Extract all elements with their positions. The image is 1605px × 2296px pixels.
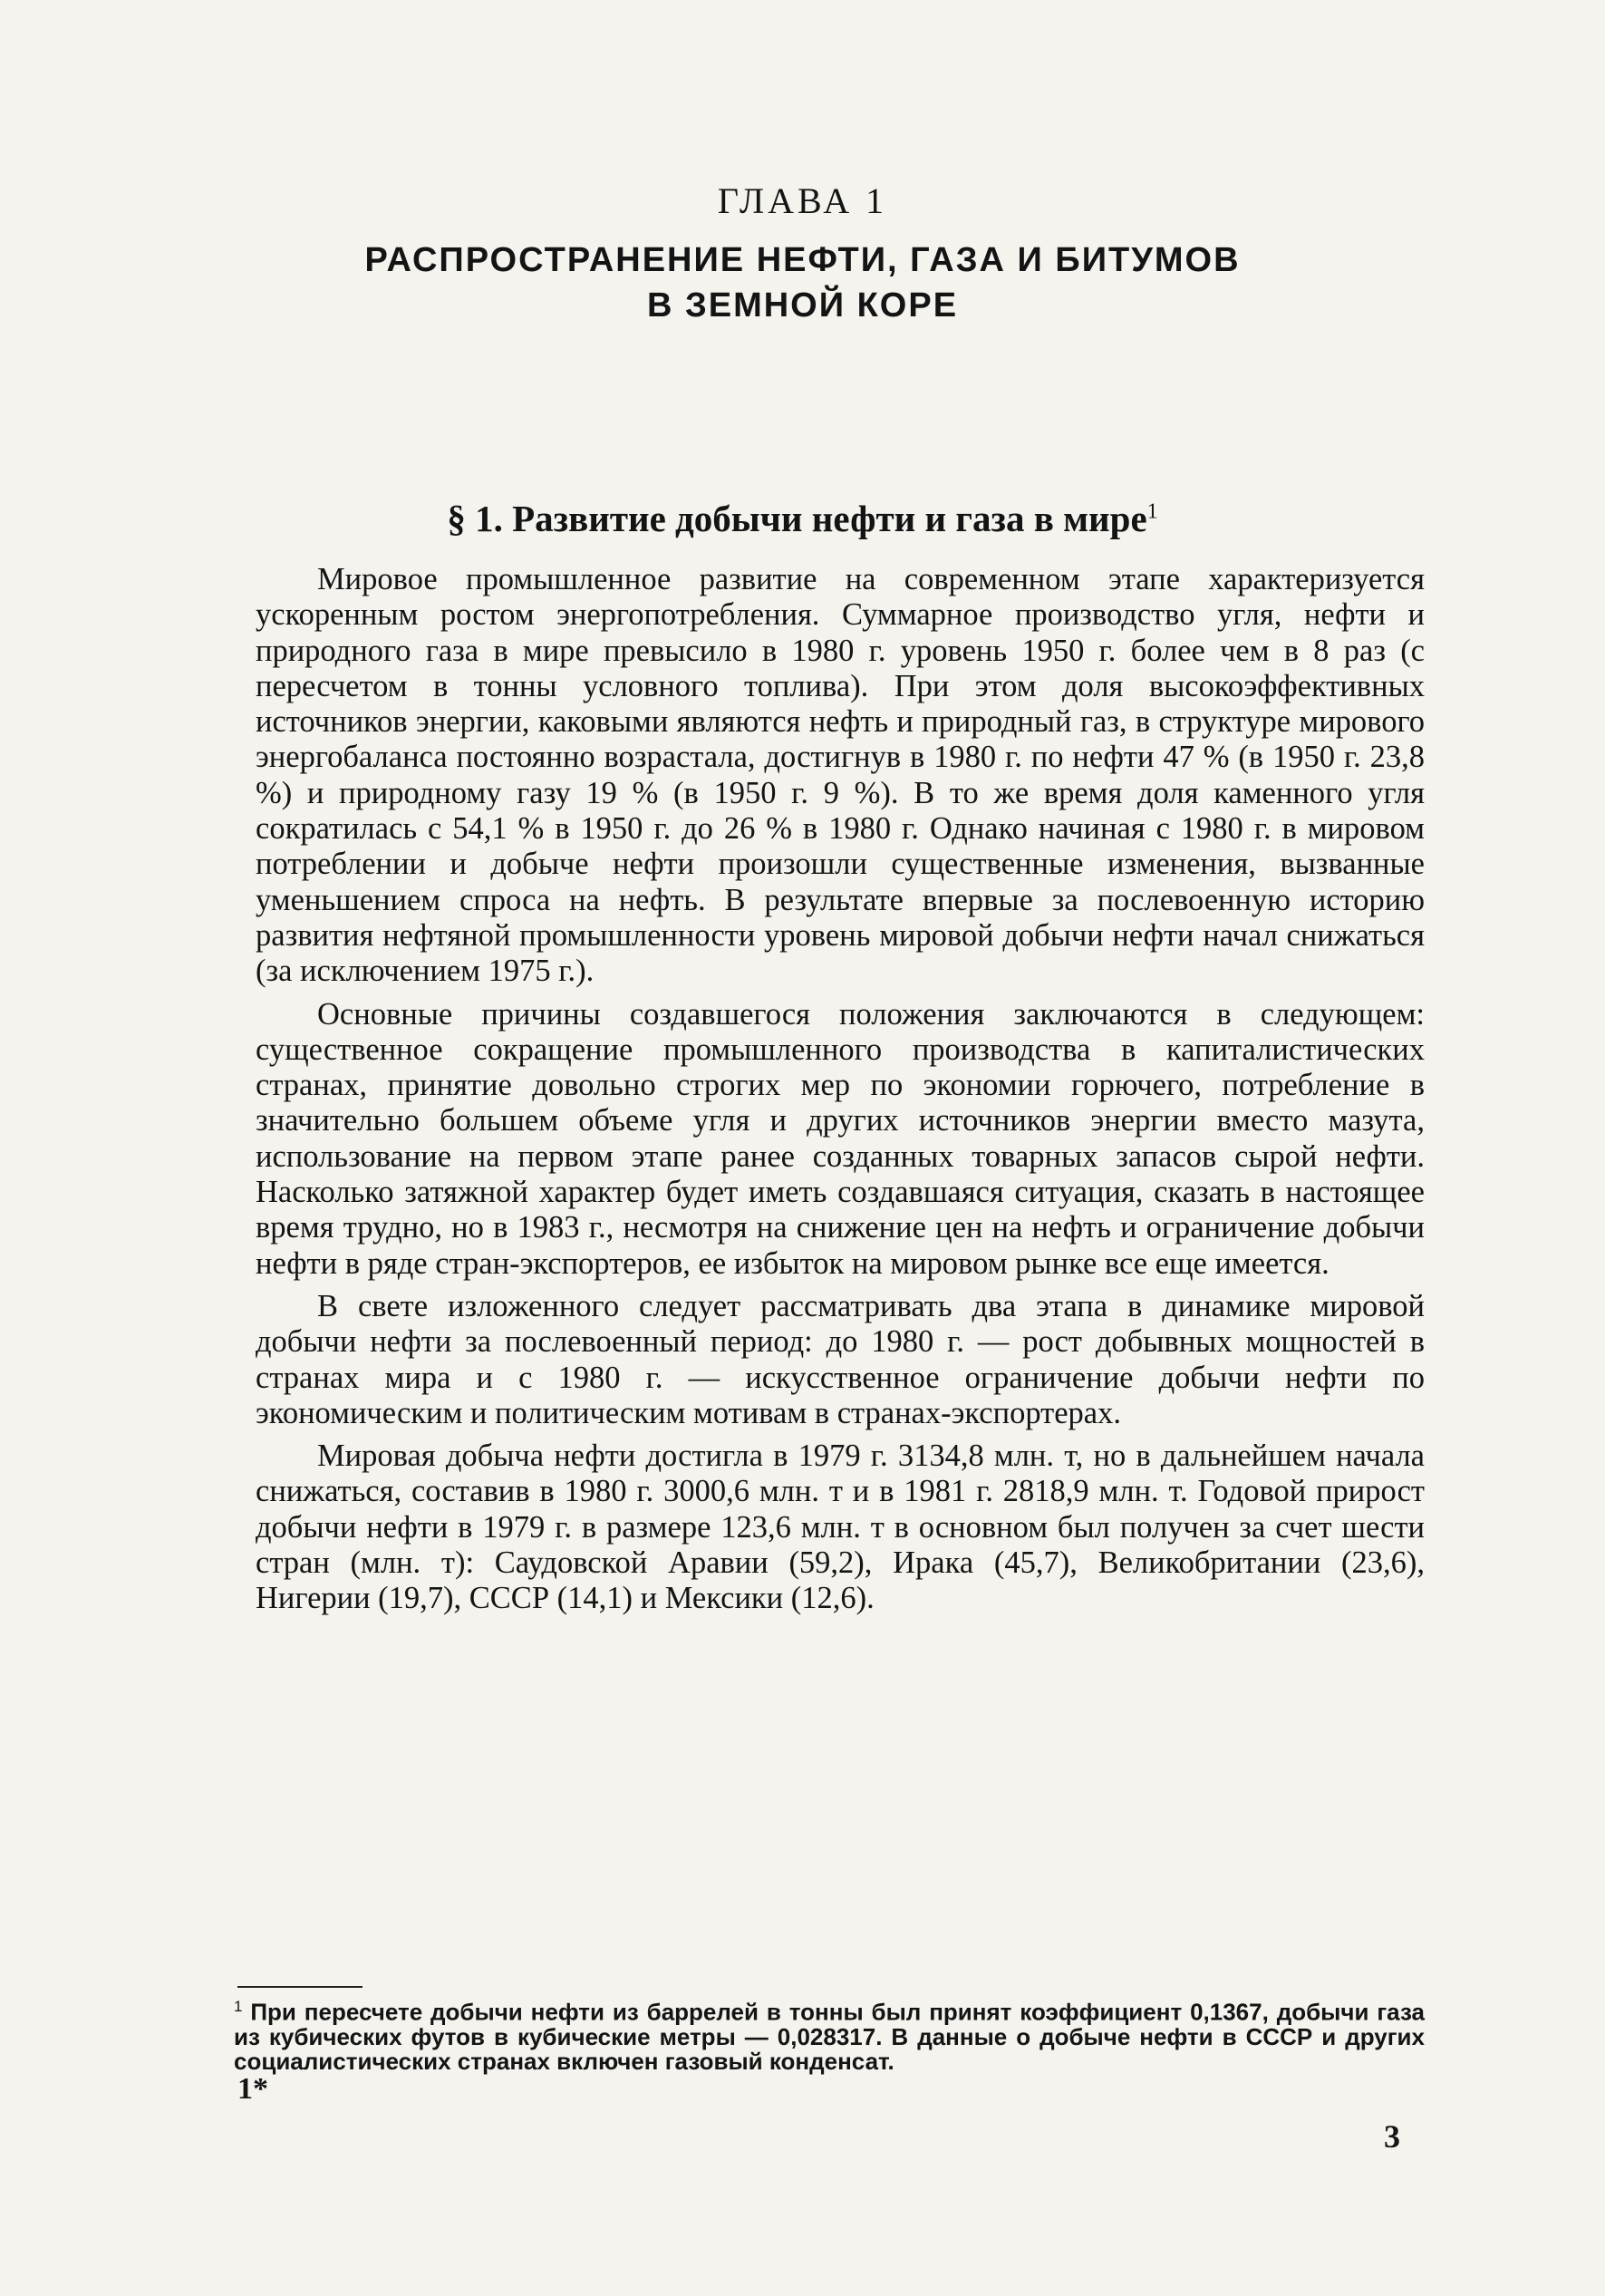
paragraph: Мировое промышленное развитие на современном этапе характеризуется ускоренным ростом энергопотребления. Суммарное производство угля, нефти и природного газа в мире превысило в 1980 г. уровень 1950 г. более чем в 8 раз (с пересчетом в тонны условного топлива). При этом доля высокоэффективных источников энергии, каковыми являются нефть и природный газ, в структуре мирового энергобаланса постоянно возрастала, достигнув в 1980 г. по нефти 47 % (в 1950 г. 23,8 %) и природному газу 19 % (в 1950 г. 9 %). В то же время доля каменного угля сократилась с 54,1 % в 1950 г. до 26 % в 1980 г. Однако начиная с 1980 г. в мировом потреблении и добыче нефти произошли существенные изменения, вызванные уменьшением спроса на нефть. В результате впервые за послевоенную историю развития нефтяной промышленности уровень мировой добычи нефти начал снижаться (за исключением 1975 г.). [256, 562, 1425, 989]
footnote [234, 1994, 1425, 2074]
chapter-title-line-2: В ЗЕМНОЙ КОРЕ [646, 286, 959, 325]
section-title [0, 497, 1605, 540]
page-number: 3 [1384, 2118, 1400, 2155]
printer-signature-mark: 1* [237, 2072, 268, 2106]
footnote-marker: 1 [234, 1998, 243, 2015]
section-title-text: § 1. Развитие добычи нефти и газа в мире [447, 498, 1147, 539]
footnote-text: При пересчете добычи нефти из баррелей в тонны был принят коэффициент 0,1367, добычи газа из кубических футов в кубические метры — 0,028317. В данные о добыче нефти в СССР и других социалистических странах включен газовый конденсат. [234, 1998, 1425, 2075]
chapter-title-line-1: РАСПРОСТРАНЕНИЕ НЕФТИ, ГАЗА И БИТУМОВ [364, 241, 1241, 279]
chapter-title [0, 237, 1605, 328]
paragraph: В свете изложенного следует рассматривать два этапа в динамике мировой добычи нефти за послевоенный период: до 1980 г. — рост добывных мощностей в странах мира и с 1980 г. — искусственное ограничение добычи нефти по экономическим и политическим мотивам в странах-экспортерах. [256, 1288, 1425, 1430]
chapter-label: ГЛАВА 1 [717, 180, 888, 221]
section-footnote-ref: 1 [1146, 499, 1158, 524]
paragraph: Основные причины создавшегося положения заключаются в следующем: существенное сокращение промышленного производства в капиталистических странах, принятие довольно строгих мер по экономии горючего, потребление в значительно большем объеме угля и других источников энергии вместо мазута, использование на первом этапе ранее созданных товарных запасов сырой нефти. Насколько затяжной характер будет иметь создавшаяся ситуация, сказать в настоящее время трудно, но в 1983 г., несмотря на снижение цен на нефть и ограничение добычи нефти в ряде стран-экспортеров, ее избыток на мировом рынке все еще имеется. [256, 996, 1425, 1281]
body-text [256, 562, 1425, 1624]
footnote-divider [237, 1986, 363, 1988]
paragraph: Мировая добыча нефти достигла в 1979 г. 3134,8 млн. т, но в дальнейшем начала снижаться, составив в 1980 г. 3000,6 млн. т и в 1981 г. 2818,9 млн. т. Годовой прирост добычи нефти в 1979 г. в размере 123,6 млн. т в основном был получен за счет шести стран (млн. т): Саудовской Аравии (59,2), Ирака (45,7), Великобритании (23,6), Нигерии (19,7), СССР (14,1) и Мексики (12,6). [256, 1439, 1425, 1616]
